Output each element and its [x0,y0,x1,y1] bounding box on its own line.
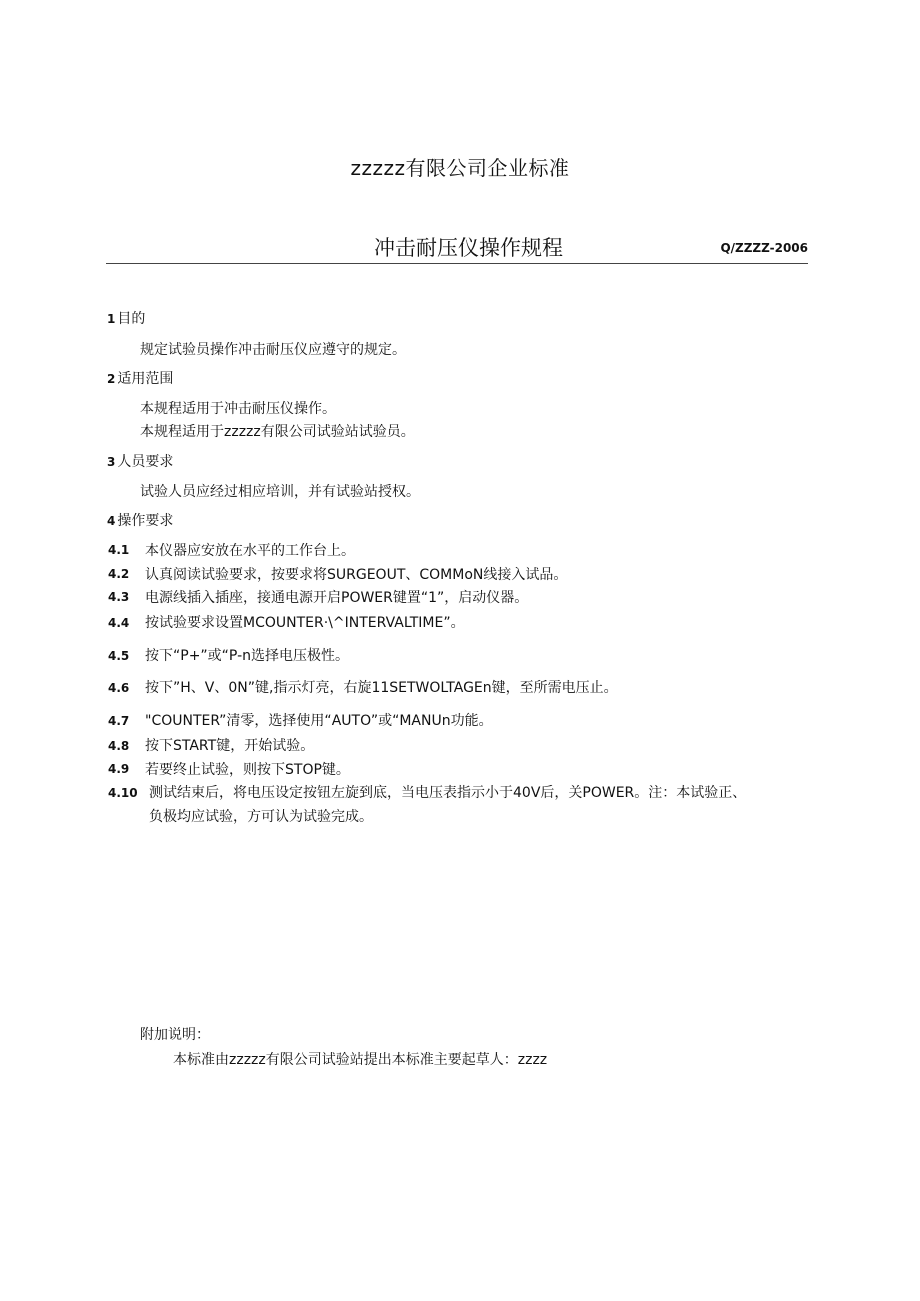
header-divider [106,263,808,264]
step-number: 4.1 [108,543,130,557]
section-2-paragraph-1: 本规程适用于冲击耐压仪操作。 [140,401,336,417]
section-4-heading [107,510,173,530]
appendix-note-heading: 附加说明： [140,1027,210,1043]
step-text: 认真阅读试验要求，按要求将SURGEOUT、COMMoN线接入试品。 [145,567,568,583]
step-number: 4.8 [108,739,130,753]
section-2-paragraph-2: 本规程适用于zzzzz有限公司试验站试验员。 [140,424,415,440]
step-number: 4.2 [108,567,130,581]
section-title: 适用范围 [117,371,174,387]
section-3-paragraph: 试验人员应经过相应培训，并有试验站授权。 [140,484,420,500]
step-text: 若要终止试验，则按下STOP键。 [145,762,350,778]
section-number: 3 [107,455,116,469]
step-number: 4.7 [108,714,130,728]
section-number: 2 [107,372,116,386]
standard-code: Q/ZZZZ-2006 [720,241,808,255]
section-number: 1 [107,312,116,326]
section-3-heading [107,451,173,471]
step-number: 4.9 [108,762,130,776]
step-text: 按下“P+”或“P-n选择电压极性。 [145,648,349,664]
step-number: 4.6 [108,681,130,695]
appendix-note-body: 本标准由zzzzz有限公司试验站提出本标准主要起草人：zzzz [173,1052,548,1068]
section-title: 操作要求 [117,513,174,529]
company-standard-heading: zzzzz有限公司企业标准 [350,156,570,180]
section-title: 人员要求 [117,454,174,470]
step-number: 4.4 [108,616,130,630]
section-2-heading [107,368,173,388]
document-title: 冲击耐压仪操作规程 [374,236,563,260]
step-text: "COUNTER”清零，选择使用“AUTO”或“MANUn功能。 [145,713,493,729]
step-text: 测试结束后，将电压设定按钮左旋到底，当电压表指示小于40V后，关POWER。注：本试验正、 [149,785,747,801]
section-title: 目的 [117,311,146,327]
section-1-paragraph: 规定试验员操作冲击耐压仪应遵守的规定。 [140,342,406,358]
step-text: 按下START键，开始试验。 [145,738,315,754]
step-number: 4.10 [108,786,138,800]
section-number: 4 [107,514,116,528]
section-1-heading [107,308,145,328]
step-text: 按试验要求设置MCOUNTER·\^INTERVALTIME”。 [145,615,465,631]
step-number: 4.5 [108,649,130,663]
step-text-continuation: 负极均应试验，方可认为试验完成。 [149,809,373,825]
step-text: 电源线插入插座，接通电源开启POWER键置“1”，启动仪器。 [145,590,529,606]
step-text: 按下”H、V、0N”键,指示灯亮，右旋11SETWOLTAGEn键，至所需电压止。 [145,680,618,696]
step-text: 本仪器应安放在水平的工作台上。 [145,543,355,559]
step-number: 4.3 [108,590,130,604]
